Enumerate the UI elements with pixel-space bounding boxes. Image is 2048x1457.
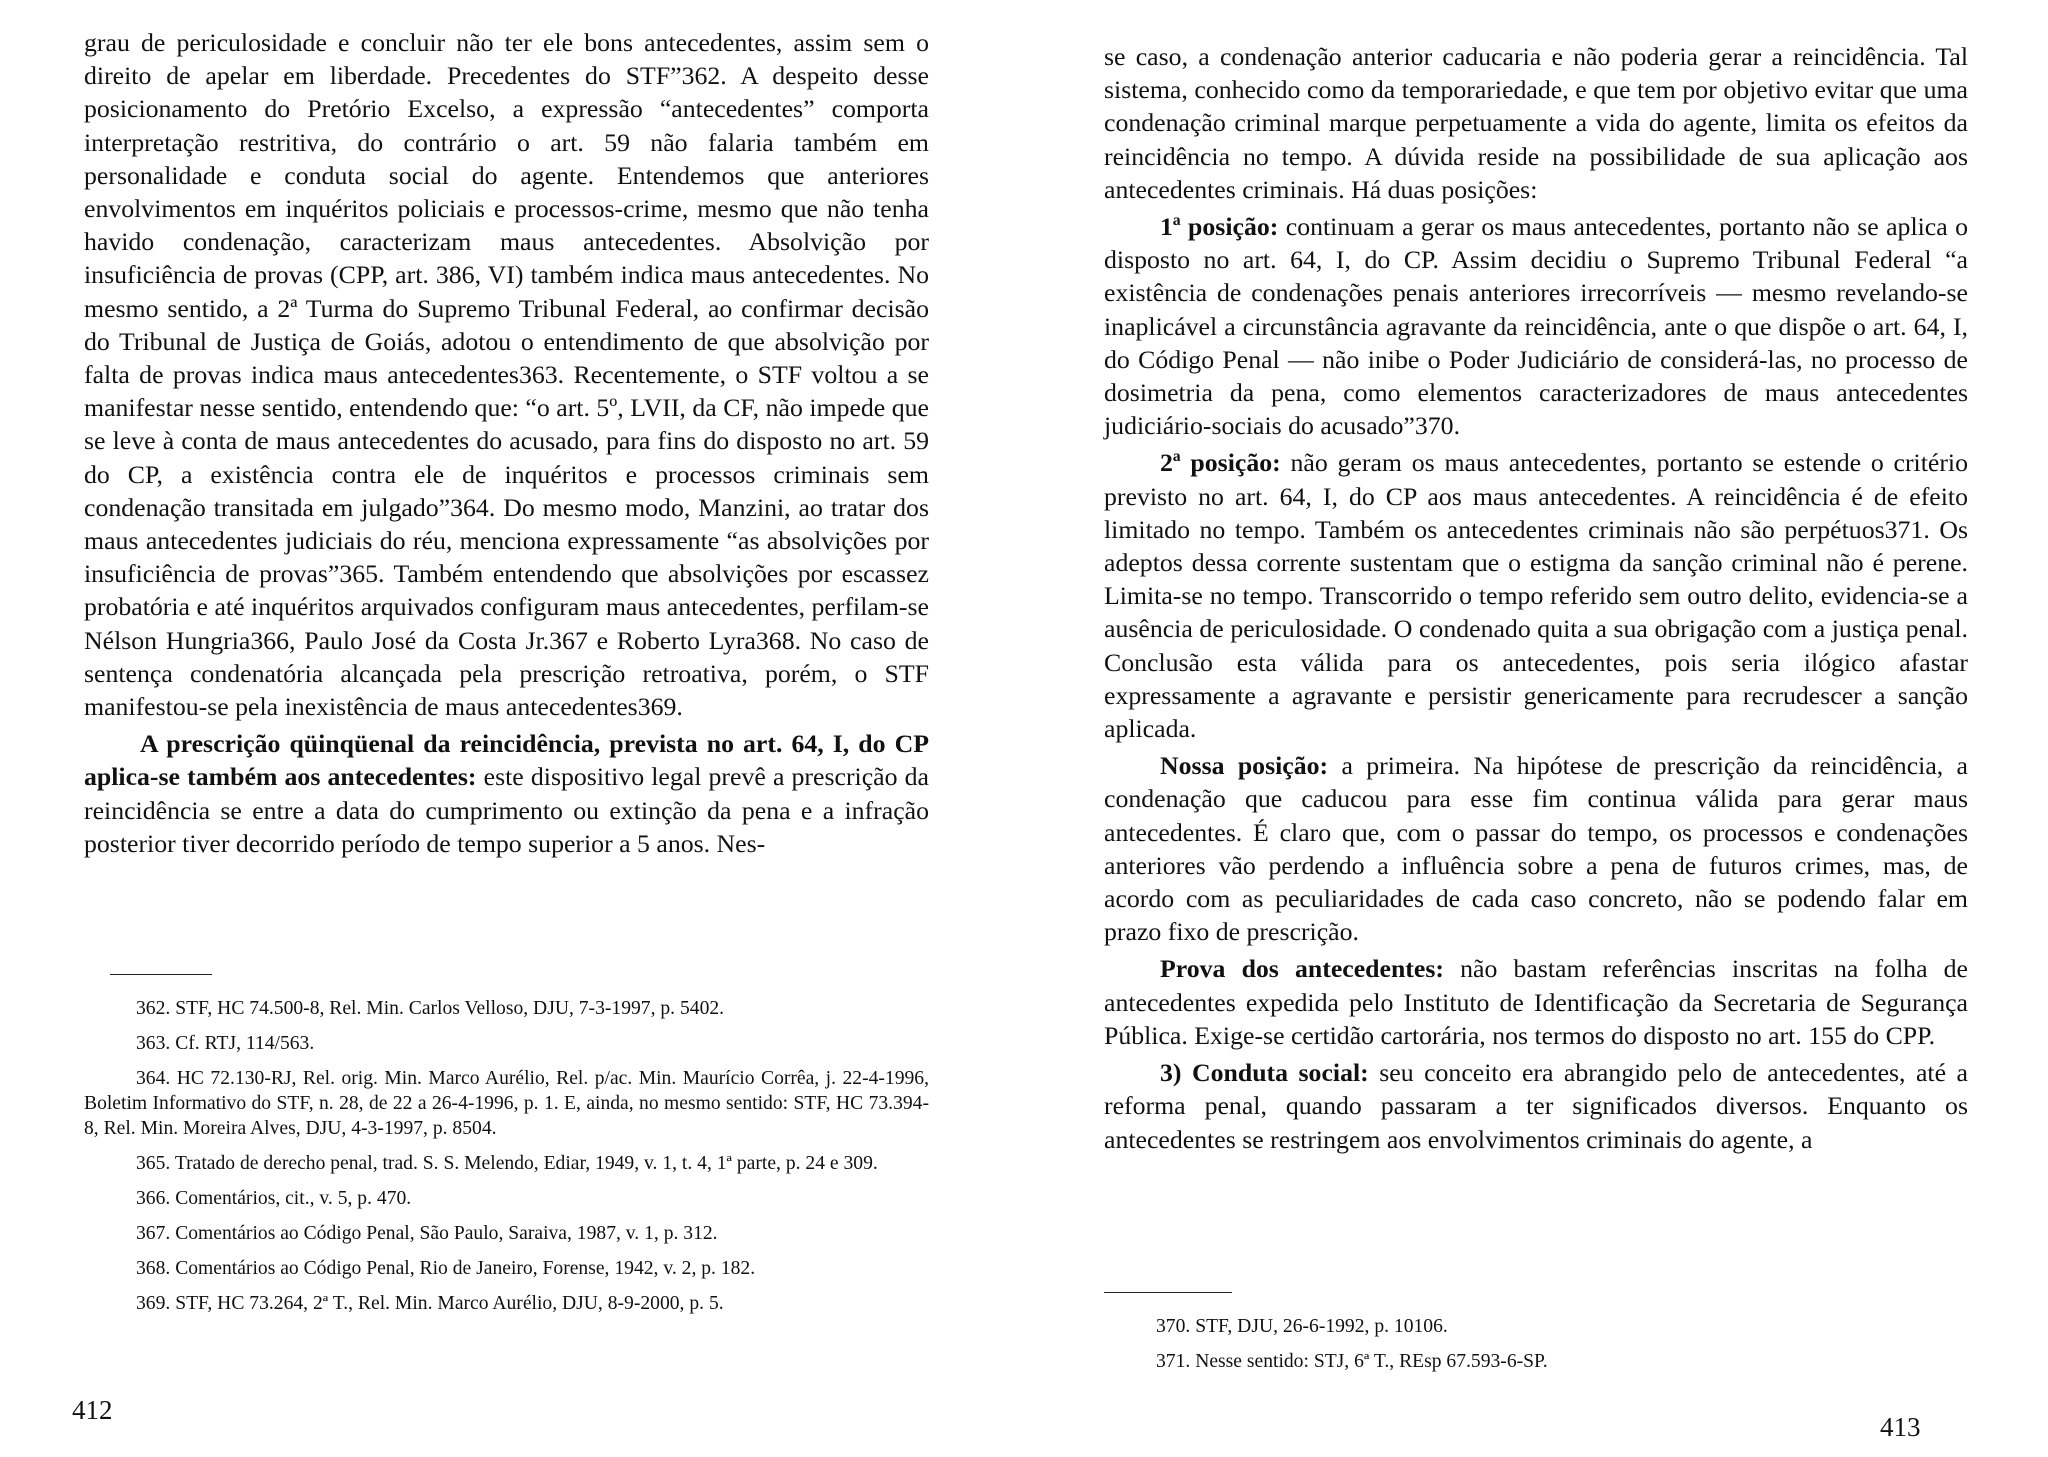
paragraph-text: grau de periculosidade e concluir não ter ele bons antecedentes, assim sem o direito de apelar em liberdade. Precedentes do STF”362. A despeito desse posicionamento do Pretório Excelso, a expressão “antecedentes” comporta interpretação restritiva, do contrário o art. 59 não falaria também em personalidade e conduta social do agente. Entendemos que anteriores envolvimentos em inquéritos policiais e processos-crime, mesmo que não tenha havido condenação, caracterizam maus antecedentes. Absolvição por insuficiência de provas (CPP, art. 386, VI) também indica maus antecedentes. No mesmo sentido, a 2ª Turma do Supremo Tribunal Federal, ao confirmar decisão do Tribunal de Justiça de Goiás, adotou o entendimento de que absolvição por falta de provas indica maus antecedentes363. Recentemente, o STF voltou a se manifestar nesse sentido, entendendo que: “o art. 5º, LVII, da CF, não impede que se leve à conta de maus antecedentes do acusado, para fins do disposto no art. 59 do CP, a existência contra ele de inquéritos e processos criminais sem condenação transitada em julgado”364. Do mesmo modo, Manzini, ao tratar dos maus antecedentes judiciais do réu, menciona expressamente “as absolvições por insuficiência de provas”365. Também entendendo que absolvições por escassez probatória e até inquéritos arquivados configuram maus antecedentes, perfilam-se Nélson Hungria366, Paulo José da Costa Jr.367 e Roberto Lyra368. No caso de sentença condenatória alcançada pela prescrição retroativa, porém, o STF manifestou-se pela inexistência de maus antecedentes369. [84, 28, 929, 722]
footnote: 371. Nesse sentido: STJ, 6ª T., REsp 67.593-6-SP. [1156, 1351, 1548, 1372]
paragraph-text: se caso, a condenação anterior caducaria e não poderia gerar a reincidência. Tal sistema, conhecido como da temporariedade, e que tem por objetivo evitar que uma condenação criminal marque perpetuamente a vida do agente, limita os efeitos da reincidência no tempo. A dúvida reside na possibilidade de sua aplicação aos antecedentes criminais. Há duas posições: [1104, 42, 1968, 204]
paragraph-lead: Prova dos antecedentes: [1160, 954, 1444, 984]
footnote-divider [110, 974, 212, 975]
paragraph [1104, 1056, 1968, 1156]
footnote: 363. Cf. RTJ, 114/563. [136, 1033, 315, 1054]
page-number: 413 [1880, 1412, 1921, 1442]
footnote: 369. STF, HC 73.264, 2ª T., Rel. Min. Marco Aurélio, DJU, 8-9-2000, p. 5. [136, 1293, 724, 1314]
footnote: 365. Tratado de derecho penal, trad. S. S. Melendo, Ediar, 1949, v. 1, t. 4, 1ª parte, p. 24 e 309. [136, 1153, 878, 1174]
paragraph [1104, 749, 1968, 948]
page-number: 412 [72, 1395, 113, 1425]
right-body-text [1104, 40, 1968, 1156]
paragraph-text: não bastam referências inscritas na folha de antecedentes expedida pelo Instituto de Identificação da Secretaria de Segurança Pública. Exige-se certidão cartorária, nos termos do disposto no art. 155 do CPP. [1104, 954, 1968, 1050]
paragraph-text: continuam a gerar os maus antecedentes, portanto não se aplica o disposto no art. 64, I, do CP. Assim decidiu o Supremo Tribunal Federal “a existência de condenações penais anteriores irrecorríveis — mesmo revelando-se inaplicável a circunstância agravante da reincidência, ante o que dispõe o art. 64, I, do Código Penal — não inibe o Poder Judiciário de considerá-las, no processo de dosimetria da pena, como elementos caracterizadores de maus antecedentes judiciário-sociais do acusado”370. [1104, 212, 1969, 441]
paragraph [1104, 40, 1968, 206]
paragraph-text: não geram os maus antecedentes, portanto se estende o critério previsto no art. 64, I, do CP aos maus antecedentes. A reincidência é de efeito limitado no tempo. Também os antecedentes criminais não são perpétuos371. Os adeptos dessa corrente sustentam que o estigma da sanção criminal não é perene. Limita-se no tempo. Transcorrido o tempo referido sem outro delito, evidencia-se a ausência de periculosidade. O condenado quita a sua obrigação com a justiça penal. Conclusão esta válida para os antecedentes, pois seria ilógico afastar expressamente a agravante e persistir genericamente para recrudescer a sanção aplicada. [1104, 448, 1968, 744]
paragraph-lead: A prescrição qüinqüenal da reincidência, prevista no art. 64, I, do CP aplica-se também aos antecedentes: [84, 729, 929, 792]
footnote: 366. Comentários, cit., v. 5, p. 470. [136, 1188, 412, 1209]
paragraph-text: seu conceito era abrangido pelo de antecedentes, até a reforma penal, quando passaram a ter significados diversos. Enquanto os antecedentes se restringem aos envolvimentos criminais do agente, a [1104, 1058, 1968, 1154]
right-footnotes [1104, 1314, 1968, 1384]
left-footnotes [84, 996, 929, 1326]
footnote: 367. Comentários ao Código Penal, São Paulo, Saraiva, 1987, v. 1, p. 312. [136, 1223, 718, 1244]
footnote: 364. HC 72.130-RJ, Rel. orig. Min. Marco Aurélio, Rel. p/ac. Min. Maurício Corrêa, j. 22-4-1996, Boletim Informativo do STF, n. 28, de 22 a 26-4-1996, p. 1. E, ainda, no mesmo sentido: STF, HC 73.394-8, Rel. Min. Moreira Alves, DJU, 4-3-1997, p. 8504. [84, 1068, 929, 1139]
paragraph-lead: 1ª posição: [1160, 212, 1279, 242]
paragraph [1104, 446, 1968, 745]
paragraph-lead: 3) Conduta social: [1160, 1058, 1369, 1088]
paragraph-lead: Nossa posição: [1160, 751, 1329, 781]
footnote: 368. Comentários ao Código Penal, Rio de Janeiro, Forense, 1942, v. 2, p. 182. [136, 1258, 756, 1279]
paragraph-lead: 2ª posição: [1160, 448, 1281, 478]
paragraph-text: este dispositivo legal prevê a prescrição da reincidência se entre a data do cumprimento ou extinção da pena e a infração posterior tiver decorrido período de tempo superior a 5 anos. Nes- [84, 762, 929, 858]
paragraph [1104, 210, 1968, 442]
left-body-text [84, 26, 929, 860]
paragraph [84, 727, 929, 860]
footnote: 362. STF, HC 74.500-8, Rel. Min. Carlos Velloso, DJU, 7-3-1997, p. 5402. [136, 998, 725, 1019]
paragraph-text: a primeira. Na hipótese de prescrição da reincidência, a condenação que caducou para esse fim continua válida para gerar maus antecedentes. É claro que, com o passar do tempo, os processos e condenações anteriores vão perdendo a influência sobre a pena de futuros crimes, mas, de acordo com as peculiaridades de cada caso concreto, não se podendo falar em prazo fixo de prescrição. [1104, 751, 1968, 947]
footnote: 370. STF, DJU, 26-6-1992, p. 10106. [1156, 1316, 1448, 1337]
paragraph [84, 26, 929, 723]
footnote-divider [1104, 1292, 1232, 1293]
paragraph [1104, 952, 1968, 1052]
right-page [1024, 0, 2048, 1457]
